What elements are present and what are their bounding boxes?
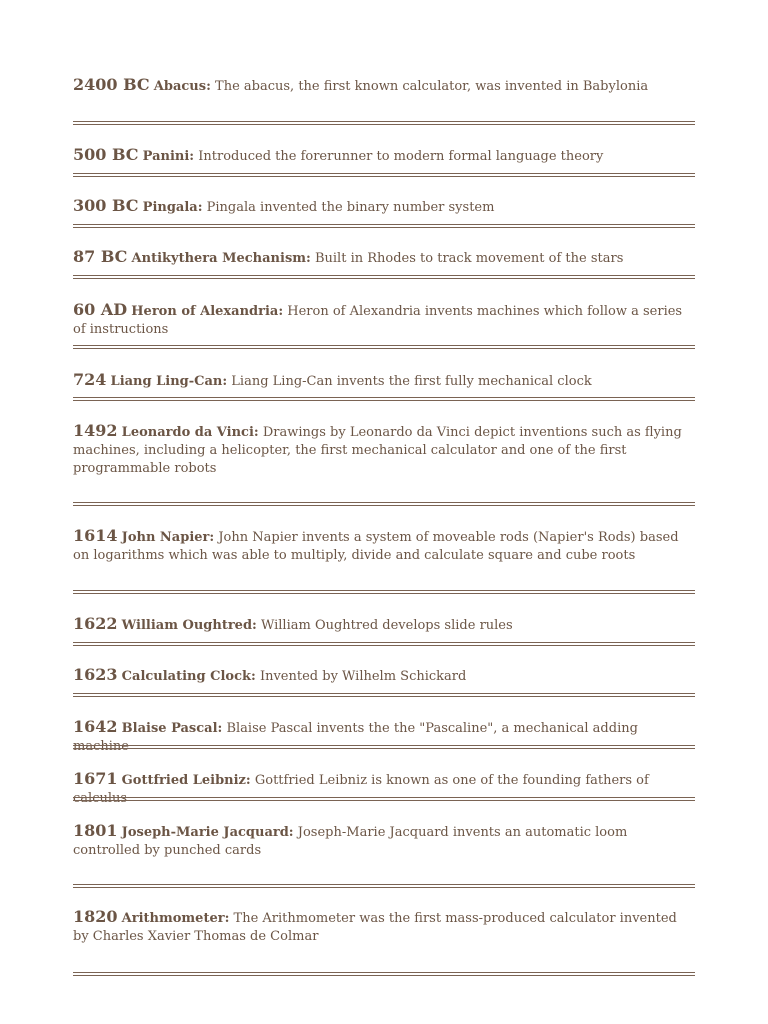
entry-text: Heron of Alexandria invents machines which follow a series of instructions <box>73 304 683 337</box>
entry-year: 300 BC <box>73 196 139 215</box>
divider <box>73 693 695 697</box>
divider <box>73 345 695 349</box>
entry-text: Introduced the forerunner to modern formal language theory <box>198 149 604 164</box>
divider <box>73 275 695 279</box>
entry-name: Arithmometer: <box>121 911 230 926</box>
entry-name: Heron of Alexandria: <box>131 304 284 319</box>
entry-name: Gottfried Leibniz: <box>121 773 251 788</box>
entry-text: Drawings by Leonardo da Vinci depict inventions such as flying machines, including a helicopter, the first mechanical calculator and one of the first programmable robots <box>73 425 682 476</box>
timeline-entry-500bc <box>73 146 695 166</box>
timeline-entry-1801 <box>73 822 695 860</box>
entry-text: Pingala invented the binary number system <box>206 200 495 215</box>
divider <box>73 224 695 228</box>
divider <box>73 884 695 888</box>
entry-text: Gottfried Leibniz is known as one of the founding fathers of calculus <box>73 773 649 806</box>
entry-name: Joseph-Marie Jacquard: <box>121 825 294 840</box>
entry-year: 1820 <box>73 907 118 926</box>
entry-year: 1492 <box>73 421 118 440</box>
entry-text: Joseph-Marie Jacquard invents an automatic loom controlled by punched cards <box>73 825 628 858</box>
timeline-entry-2400bc <box>73 76 695 96</box>
timeline-entry-1820 <box>73 908 695 946</box>
timeline-entry-1671 <box>73 770 695 808</box>
divider <box>73 972 695 976</box>
entry-year: 60 AD <box>73 300 128 319</box>
timeline-entry-724 <box>73 371 695 391</box>
entry-name: Leonardo da Vinci: <box>121 425 259 440</box>
entry-text: Liang Ling-Can invents the first fully mechanical clock <box>231 374 592 389</box>
divider <box>73 121 695 125</box>
entry-name: William Oughtred: <box>121 618 257 633</box>
entry-year: 1623 <box>73 665 118 684</box>
entry-name: Pingala: <box>142 200 203 215</box>
entry-year: 2400 BC <box>73 75 150 94</box>
entry-name: Panini: <box>142 149 195 164</box>
entry-name: Blaise Pascal: <box>121 721 223 736</box>
entry-name: Abacus: <box>153 79 211 94</box>
divider <box>73 745 695 749</box>
entry-year: 724 <box>73 370 107 389</box>
entry-year: 1614 <box>73 526 118 545</box>
entry-text: The Arithmometer was the first mass-produced calculator invented by Charles Xavier Thomas de Colmar <box>73 911 677 944</box>
divider <box>73 173 695 177</box>
timeline-entry-1623 <box>73 666 695 686</box>
timeline-entry-87bc <box>73 248 695 268</box>
entry-year: 1801 <box>73 821 118 840</box>
divider <box>73 397 695 401</box>
timeline-entry-1492 <box>73 422 695 478</box>
divider <box>73 590 695 594</box>
entry-text: Invented by Wilhelm Schickard <box>259 669 467 684</box>
entry-text: John Napier invents a system of moveable rods (Napier's Rods) based on logarithms which was able to multiply, divide and calculate square and cube roots <box>73 530 679 563</box>
entry-year: 1642 <box>73 717 118 736</box>
divider <box>73 642 695 646</box>
entry-name: Calculating Clock: <box>121 669 256 684</box>
entry-text: Blaise Pascal invents the the "Pascaline", a mechanical adding machine <box>73 721 638 754</box>
entry-name: Liang Ling-Can: <box>110 374 228 389</box>
entry-year: 87 BC <box>73 247 128 266</box>
timeline-entry-1614 <box>73 527 695 565</box>
entry-text: The abacus, the first known calculator, was invented in Babylonia <box>215 79 649 94</box>
entry-name: Antikythera Mechanism: <box>131 251 311 266</box>
entry-text: Built in Rhodes to track movement of the stars <box>314 251 624 266</box>
timeline-entry-300bc <box>73 197 695 217</box>
entry-year: 500 BC <box>73 145 139 164</box>
entry-name: John Napier: <box>121 530 215 545</box>
entry-year: 1622 <box>73 614 118 633</box>
divider <box>73 797 695 801</box>
divider <box>73 502 695 506</box>
timeline-entry-1622 <box>73 615 695 635</box>
entry-year: 1671 <box>73 769 118 788</box>
entry-text: William Oughtred develops slide rules <box>260 618 513 633</box>
timeline-entry-1642 <box>73 718 695 756</box>
timeline-entry-60ad <box>73 301 695 339</box>
